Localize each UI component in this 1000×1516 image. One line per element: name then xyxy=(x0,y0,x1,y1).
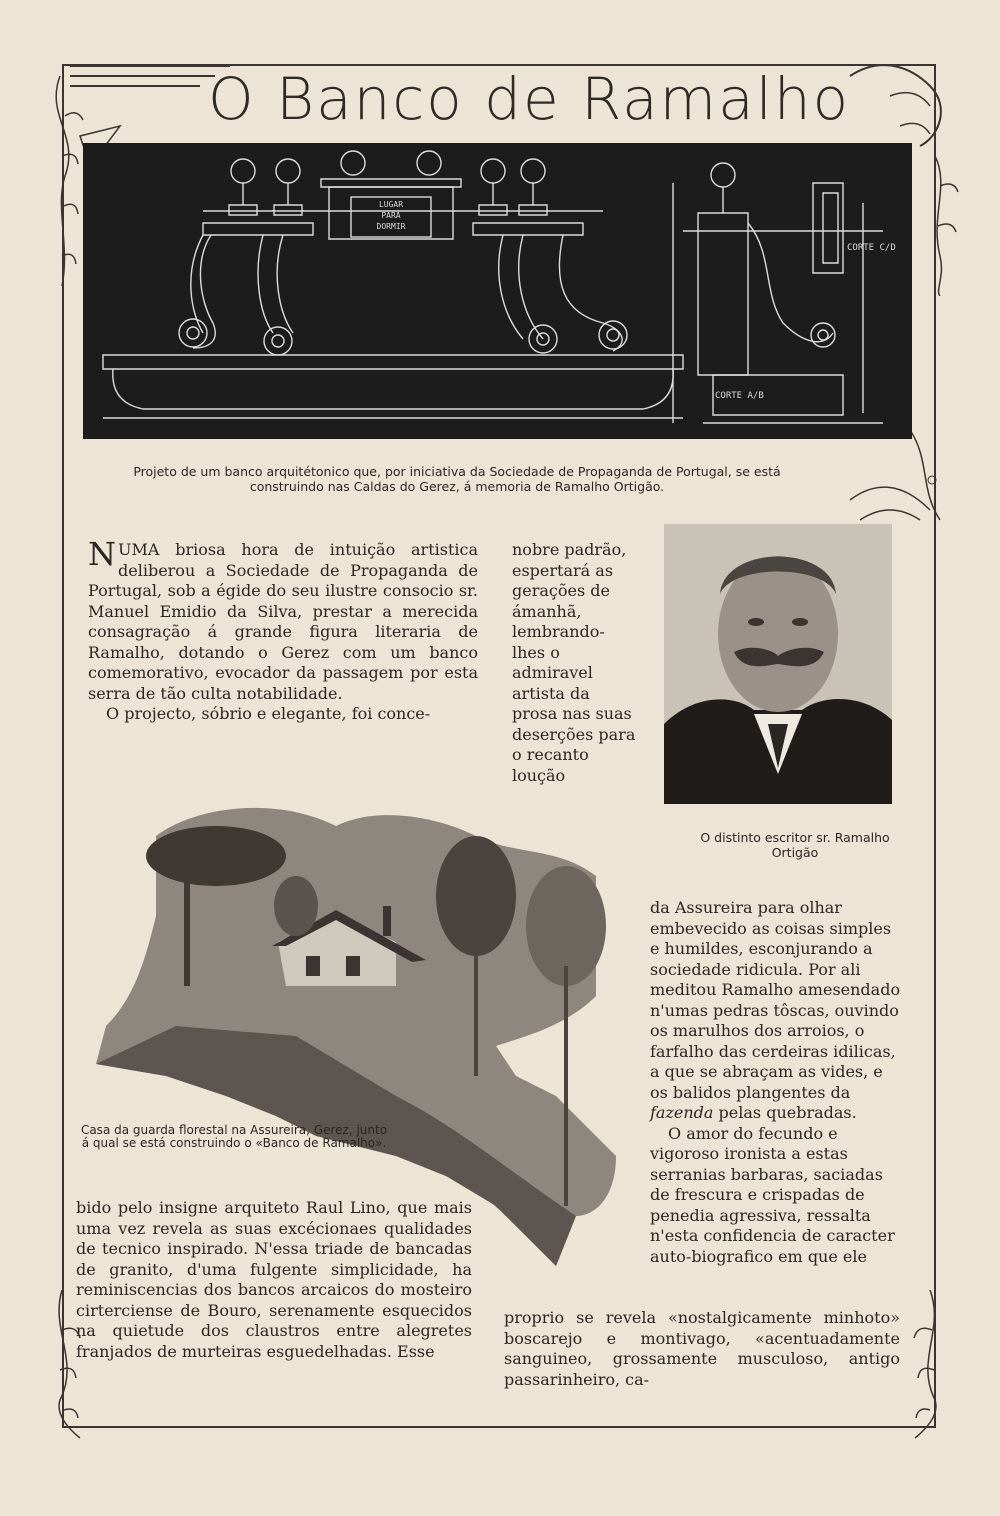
blueprint-caption-line-2: construindo nas Caldas do Gerez, á memoria de Ramalho Ortigão. xyxy=(249,479,665,494)
portrait-caption xyxy=(680,830,910,860)
article-column-1 xyxy=(88,535,478,725)
article-column-3 xyxy=(650,898,902,1267)
page-title: O Banco de Ramalho xyxy=(208,65,851,133)
portrait-caption-line-1: O distinto escritor sr. Ramalho xyxy=(700,830,890,845)
paragraph-1: UMA briosa hora de intuição artistica deliberou a Sociedade de Propaganda de Portugal, sob a égide do seu ilustre consocio sr. Manuel Emidio da Silva, prestar a merecida consagração á grande figura literaria de Ramalho, dotando o Gerez com um banco comemorativo, evocador da passagem por esta serra de tão culta notabilidade. xyxy=(88,540,478,703)
blueprint-drawing xyxy=(83,143,912,439)
article-column-5: proprio se revela «nostalgicamente minhoto» boscarejo e montivago, «acentuadamente sanguineo, grossamente musculoso, antigo passarinheiro, ca- xyxy=(504,1308,900,1389)
cabin-caption: Casa da guarda florestal na Assureira, Gerez, junto á qual se está construindo o «Banco de Ramalho». xyxy=(80,1123,388,1150)
blueprint-plaque: LUGAR PARA DORMIR xyxy=(376,200,406,231)
drop-cap: N xyxy=(88,535,116,573)
portrait-caption-line-2: Ortigão xyxy=(771,845,819,860)
forest-cabin-photo xyxy=(96,796,620,1266)
blueprint-label-corte-cd: CORTE C/D xyxy=(847,243,896,253)
article-column-4: bido pelo insigne arquiteto Raul Lino, que mais uma vez revela as suas excécionaes qualidades de tecnico inspirado. N'essa triade de bancadas de granito, d'uma fulgente simplicidade, ha reminiscencias dos bancos arcaicos do mosteiro cirterciense de Bouro, serenamente esquecidos na quietude dos claustros entre alegretes franjados de murteiras esguedelhadas. Esse xyxy=(76,1198,472,1361)
blueprint-caption xyxy=(84,464,830,494)
emphasis-fazenda: fazenda xyxy=(650,1103,714,1122)
article-column-2: nobre padrão, espertará as gerações de ámanhã, lembrando-lhes o admiravel artista da prosa nas suas deserções para o recanto loução xyxy=(512,540,636,785)
paragraph-4: O amor do fecundo e vigoroso ironista a estas serranias barbaras, saciadas de frescura e crispadas de penedia agressiva, ressalta n'esta confidencia de caracter auto-biografico em que ele xyxy=(650,1123,895,1266)
portrait-photo xyxy=(664,524,892,804)
blueprint-label-corte-ab: CORTE A/B xyxy=(715,391,764,401)
paragraph-3a: da Assureira para olhar embevecido as coisas simples e humildes, esconjurando a sociedade ridicula. Por ali meditou Ramalho amesendado n'umas pedras tôscas, ouvindo os marulhos dos arroios, o farfalho das cerdeiras idilicas, a que se abraçam as vides, e os balidos plangentes da xyxy=(650,898,901,1102)
paragraph-2: O projecto, sóbrio e elegante, foi conce- xyxy=(106,704,431,723)
paragraph-3b: pelas quebradas. xyxy=(713,1103,857,1122)
blueprint-caption-line-1: Projeto de um banco arquitétonico que, por iniciativa da Sociedade de Propaganda de Portugal, se está xyxy=(133,464,781,479)
